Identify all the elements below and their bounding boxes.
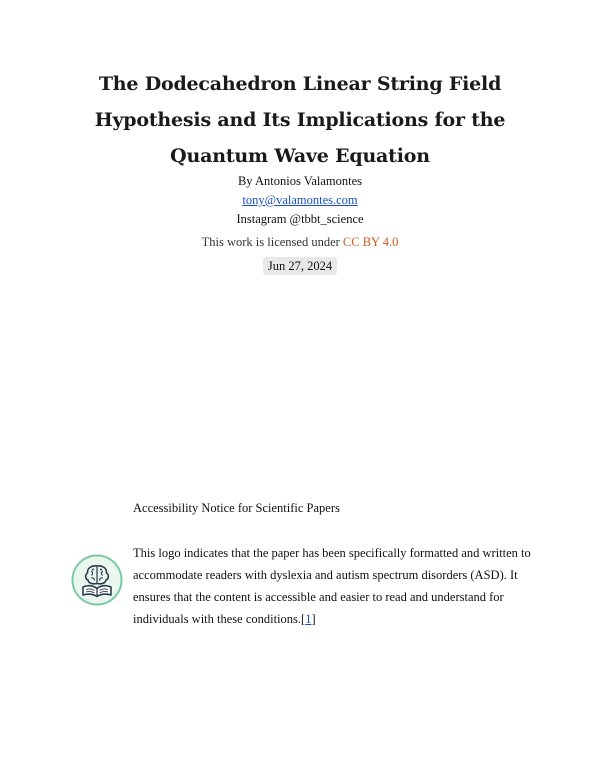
author-line: By Antonios Valamontes bbox=[237, 174, 363, 188]
brain-book-icon bbox=[71, 554, 123, 606]
accessibility-heading: Accessibility Notice for Scientific Papers bbox=[133, 501, 340, 515]
title-line-1: The Dodecahedron Linear String Field bbox=[98, 73, 502, 95]
paper-title bbox=[60, 66, 540, 174]
citation-bracket-close: ] bbox=[311, 612, 316, 626]
license-line bbox=[100, 235, 500, 250]
license-prefix: This work is licensed under bbox=[201, 235, 340, 249]
email-link[interactable]: tony@valamontes.com bbox=[242, 193, 358, 207]
instagram-line: Instagram @tbbt_science bbox=[236, 212, 364, 226]
license-link[interactable]: CC BY 4.0 bbox=[342, 235, 399, 249]
accessibility-body-text: This logo indicates that the paper has been specifically formatted and written to accommodate readers with dyslexia and autism spectrum disorders (ASD). It ensures that the content is accessible and easier to read and understand for individuals with these conditions. bbox=[133, 546, 531, 626]
accessibility-body bbox=[133, 542, 533, 630]
date-container bbox=[100, 257, 500, 275]
date-badge: Jun 27, 2024 bbox=[263, 257, 337, 275]
citation-bracket-open: [ bbox=[301, 612, 306, 626]
title-line-3: Quantum Wave Equation bbox=[170, 145, 430, 167]
email-line bbox=[100, 193, 500, 208]
title-line-2: Hypothesis and Its Implications for the bbox=[94, 109, 506, 131]
citation-link[interactable]: 1 bbox=[305, 612, 312, 626]
